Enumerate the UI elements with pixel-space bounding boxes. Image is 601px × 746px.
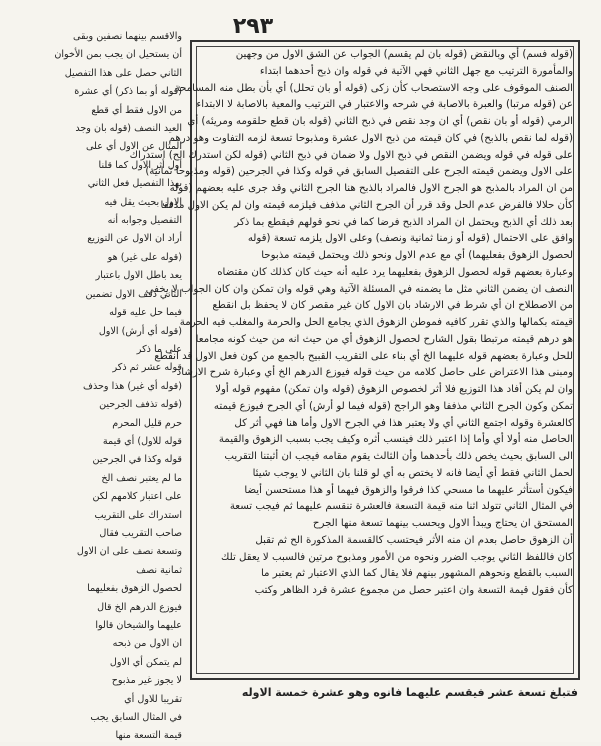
margin-text-line: فيوزع الدرهم الخ قال (97, 601, 182, 613)
main-text-line: (قوله لما نقص بالذبح) في كان قيمته من ذبح الاول عشرة ومذبوحا تسعة لزمه التفاوت وهو درهم (168, 132, 573, 144)
main-text-line: وافق على الاحتمال (قوله أو زمنا ثمانية ونصف) وعلى الاول يلزمه تسعة (قوله (247, 233, 573, 245)
margin-text-line: يعد باطل الاول باعتبار (95, 270, 182, 282)
main-text-line: قيمته بكمالها والذي تقرر كافيه فموطن الزهوق الذي يجامع الحل والحرمة والمغلب فيه الحرمة (179, 317, 573, 328)
main-text-line: على قوله في قوله ويضمن النقص في ذبح الاول ولا ضمان في ذبح الثاني (قوله لكن استدرك الح) استدراك (129, 149, 573, 161)
margin-text-line: تقريبا للاول أي (124, 693, 182, 705)
margin-text-line: عليهما والشيخان قالوا (95, 620, 182, 631)
margin-text-line: والاقسم بينهما نصفين وبقى (73, 31, 182, 42)
main-text-line: هو درهم قيمته مرتبطا بقول الشارح لحصول الزهوق أي من حيث انه من حيث كونه مجامعا (195, 333, 573, 345)
main-text-line: وان لم يكن أفاد هذا التوزيع فلا أثر لخصوص الزهوق (قوله وان تمكن) مفهوم قوله أولا (215, 384, 573, 395)
margin-text-line: بهذا التفصيل فعل الثاني (87, 178, 182, 190)
margin-text-line: صاحب التقريب فقال (99, 527, 182, 539)
margin-text-line: لا يجوز غير مذبوح (111, 675, 182, 687)
page-number: ٢٩٣ (232, 14, 274, 39)
catchword-line: فتبلغ تسعة عشر فيقسم عليهما فانوه وهو عشرة خمسة الاوله (241, 686, 578, 699)
main-text-line: للحل وعبارة بعضهم قوله عليهما الخ أي بناء على التقريب القبيح بالجمع من كون فعل الاول قد انقطع (154, 350, 573, 362)
main-text-line: كأن حلالا فالفرض عدم الحل وقد قرر أن الجرح الثاني مذفف فيلزمه قيمته وان لم يكن الاول مذففا (160, 199, 573, 211)
main-text-line: وعبارة بعضهم قوله لحصول الزهوق بفعليهما يرد عليه أنه حيث كان كذلك كان مقتضاه (217, 266, 573, 278)
margin-text-line: على اعتبار كلامهم لكن (92, 491, 182, 503)
margin-text-line: من الاول فقط أي قطع (91, 104, 182, 116)
main-text-line: أن الزهوق حاصل بعدم ان منه الأثر فيحتسب كالقسمة المذكورة الح ثم تقبل (255, 534, 573, 546)
margin-text-line: الثاني حصل على هذا التفصيل (64, 67, 182, 79)
margin-text-line: استدراك على التقريب (94, 509, 182, 521)
main-text-line: الحاصل منه أولا أي وأما إذا اعتبر ذلك فينسب أثره وكيف يجب بسبب الزهوق والقيمة (218, 434, 573, 446)
main-text-line: كأن فقول قيمة التسعة وان اعتبر حصل من مجموع عشرة قرد الظاهر وكتب (254, 585, 573, 596)
main-text-line: (قوله فسم) أي وبالنقض (قوله بان لم يقسم) الجواب عن الشق الاول من وجهين (235, 49, 573, 60)
main-text-line: السبب بالقطع ونحوهم المشهور بينهم فلا يقال كما الذي الاعتبار ثم يعتبر ما (260, 568, 573, 580)
margin-text-line: الاول بحيث يقل فيه (104, 196, 182, 208)
main-text-line: والمأمورة الترتيب مع جهل الثاني فهي الآتية في قوله وان ذبح أحدهما ابتداء (259, 65, 573, 77)
main-text-line: ومبنى هذا الاعتراض على حاصل كلامه من حيث قوله فيوزع الدرهم الخ أي وعبارة شرح الارشاد (176, 367, 573, 379)
margin-text-line: العيد النصف (قوله بان وجد (75, 123, 182, 135)
margin-text-line: (قوله تذفف الجرحين (99, 399, 182, 411)
main-text-line: بعد ذلك أي الذبح ويحتمل ان المراد الذبح فرضا كما في نحو قولهم فيقطع بما ذكر (234, 216, 573, 228)
main-text-line: عن (قوله مرتبا) والعبرة بالاصابة في شرحه والاعتبار في الترتيب والمعية بالاصابة لا الابتداء (196, 99, 573, 111)
main-text-line: لحمل الثاني فقط أي أيضا فانه لا يختص به أي لو قلنا بان الثاني لا يوجب شيئا (252, 467, 573, 479)
main-text-line: كان فاللفظ الثاني يوجب الضرر ونحوه من الأمور ومذبوح مرتين فالسبب لا يعقل تلك (221, 551, 573, 563)
margin-text-line: (قوله أي أرش) الاول (98, 325, 182, 337)
margin-text-line: (قوله على غير) هو (107, 251, 182, 263)
main-text-line: تمكن وكون الجرح الثاني مذففا وهو الراجح (قوله فيما لو أرش) أي الجرح فيوزع قيمته (213, 400, 573, 412)
margin-text-line: التفصيل وجوابه أنه (107, 215, 182, 227)
margin-text-line: (قوله أي غير) هذا وحذف (83, 380, 182, 392)
margin-text-line: قيمة التسعة منها (115, 730, 182, 742)
main-text-line: فيكون أستأثر عليهما ما مسحي كذا فرقوا والزهوق فيهما أو هذا مستحسن أيضا (244, 484, 573, 496)
margin-text-line: ما لم يعتبر نصف الخ (101, 472, 182, 484)
margin-text-line: قوله عشر ثم ذكر (112, 362, 182, 374)
margin-text-line: (قوله أو بما ذكر) أي عشرة (74, 86, 182, 98)
margin-text-line: لحصول الزهوق بفعليهما (87, 583, 182, 595)
main-text-line: الرمي (قوله أو بان نقص) أي ان وجد نقص في ذبح الثاني (قوله بان قطع حلقومه ومريئه) أي (187, 116, 573, 127)
main-text-line: النصف ان يضمن الثاني مثل ما يضمنه في المسئلة الآتية وهي قوله وان تمكن وان كان الجواب لا يخفى (145, 283, 573, 295)
margin-text-line: في المثال السابق يجب (90, 712, 182, 724)
main-text-line: على الاول ويضمن قيمته الجرح على التفصيل السابق في قوله وكذا في الجرحين (قوله ومذبوحا ثمانية) (145, 166, 573, 178)
main-text-line: في المثال الثاني تتولد اثنا منه قيمة التسعة فالعشرة تنقسم عليهما ثم فيجب تسعة (229, 501, 573, 513)
main-text-line: الصنف الموقوف على وجه الاستصحاب كأن زكى (قوله أو بان تحلل) أي بأن بطل منه المسامحة (174, 82, 573, 94)
margin-text-line: على ما ذكر (136, 343, 182, 355)
main-text-line: لحصول الزهوق بفعليهما) أي مع عدم الاول ونحو ذلك ويحتمل قيمته مذبوحا (261, 250, 573, 261)
margin-text-line: حرم قليل المحرم (112, 417, 182, 429)
main-text-line: الى السابق بحيث يخص ذلك بأحدهما وأن الثالث يقوم مقامه فيجب ان أثبتنا التقريب (224, 451, 573, 462)
margin-text-line: ان الاول من ذبحه (112, 638, 182, 650)
margin-text-line: قوله وكذا في الجرحين (92, 454, 182, 466)
margin-text-line: الثاني ذفف الاول تضمين (85, 288, 182, 300)
margin-text-line: أن يستحيل ان يجب بمن الأخوان (54, 49, 182, 61)
margin-text-line: المثال عن الاول أي على (86, 141, 182, 153)
margin-text-line: أراد ان الاول عن التوزيع (87, 233, 182, 245)
margin-text-line: فيما حل عليه قوله (109, 307, 182, 319)
margin-text-line: أول أثر الاول كما قلنا (98, 159, 182, 171)
margin-text-line: وتسعة نصف على ان الاول (76, 546, 182, 558)
main-text-line: من ان المراد بالمذبح هو الجرح الاول فالمراد بالذبح هنا الجرح الثاني وقد جرى عليه بعضهم (قوله (169, 183, 573, 194)
margin-text-line: قوله للاول) أي قيمة (102, 435, 182, 447)
main-text-line: كالعشرة وقوله اجتمع الثاني أي ولا يعتبر هذا في الجرح الاول وأما هنا فهي أثر كل (234, 417, 573, 429)
margin-text-line: لم يتمكن أي الاول (109, 656, 182, 668)
main-text-line: المستحق ان يحتاج ويبدأ الاول ويحسب بينهما تسعة منها الجرح (312, 518, 573, 529)
margin-text-line: ثمانية نصف (136, 564, 182, 576)
main-text-line: من الاصطلاح ان أي شرط في الارشاد بان الاول كان غير مقصر كان لا يحفظ بل انقطع (212, 300, 573, 312)
